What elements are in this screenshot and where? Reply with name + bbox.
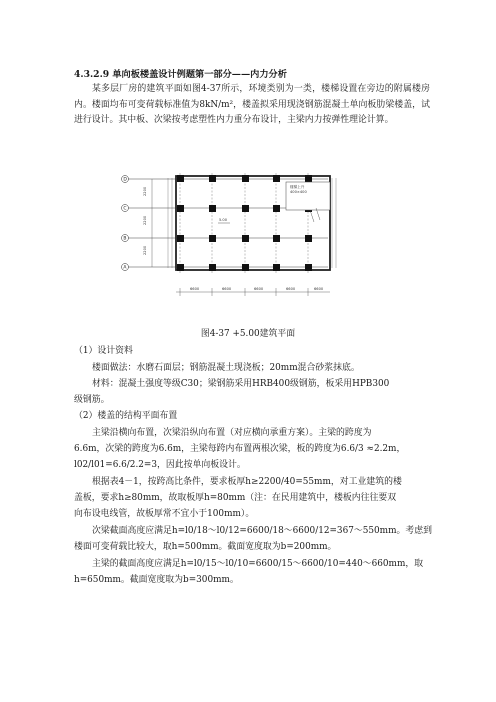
s1-line2a: 材料：混凝土强度等级C30；梁钢筋采用HRB400级钢筋，板采用HPB300 xyxy=(92,379,390,389)
intro-paragraph: 某多层厂房的建筑平面如图4-37所示，环境类别为一类，楼梯设置在旁边的附属楼房内。楼面均布可变荷载标准值为8kN/m²，楼盖拟采用现浇钢筋混凝土单向板肋梁楼盖，试进行设计。其中板、次梁按考虑塑性内力重分布设计，主梁内力按弹性理论计算。 xyxy=(74,84,430,125)
left-dim-1: 2200 xyxy=(143,186,147,196)
bottom-dim-4: 6600 xyxy=(286,287,296,291)
bottom-dim-3: 6600 xyxy=(254,287,264,291)
bottom-dim-5: 6600 xyxy=(314,287,324,291)
left-dim-3: 2200 xyxy=(143,245,147,255)
left-dim-2: 2200 xyxy=(143,215,147,225)
s2-p4a: 主梁的截面高度应满足h=l0/15～l0/10=6600/15～6600/10=440～660mm，取 xyxy=(92,559,424,569)
bottom-dim-2: 6600 xyxy=(222,287,232,291)
level-mark: 5.00 xyxy=(219,218,228,222)
axis-label-c: C xyxy=(123,206,127,212)
floor-plan-figure xyxy=(118,170,348,310)
s2-p3a: 次梁截面高度应满足h=l0/18～l0/12=6600/18～6600/12=367～550mm。考虑到 xyxy=(92,526,433,536)
s2-p2c: 向布设电线管，故板厚常不宜小于100mm）。 xyxy=(74,509,255,519)
s1-line1: 楼面做法：水磨石面层；钢筋混凝土现浇板；20mm混合砂浆抹底。 xyxy=(92,363,360,373)
axis-label-b: B xyxy=(123,236,127,242)
s2-p4b: h=650mm。截面宽度取为b=300mm。 xyxy=(74,575,239,585)
section-2-title: （2）楼盖的结构平面布置 xyxy=(74,411,178,421)
axis-label-a: A xyxy=(123,265,127,271)
s2-p1a: 主梁沿横向布置，次梁沿纵向布置（对应横向承重方案）。主梁的跨度为 xyxy=(92,428,372,438)
s1-line2b: 级钢筋。 xyxy=(74,395,110,405)
section-heading: 4.3.2.9 单向板楼盖设计例题第一部分——内力分析 xyxy=(74,69,287,80)
s2-p2b: 盖板，要求h≥80mm，故取板厚h=80mm（注：在民用建筑中，楼板内往往要双 xyxy=(74,493,397,503)
s2-p3b: 楼面可变荷载比较大，取h=500mm。截面宽度取为b=200mm。 xyxy=(74,542,337,552)
axis-label-d: D xyxy=(123,177,127,183)
s2-p1b: 6.6m，次梁的跨度为6.6m，主梁每跨内布置两根次梁，板的跨度为6.6/3 ≈2.2m， xyxy=(74,444,406,454)
opening-note-2: 400×400 xyxy=(290,190,307,194)
s2-p1c: l02/l01=6.6/2.2=3，因此按单向板设计。 xyxy=(74,460,246,470)
section-1-title: （1）设计资料 xyxy=(74,346,133,356)
s2-p2a: 根据表4－1，按跨高比条件，要求板厚h≥2200/40=55mm，对工业建筑的楼 xyxy=(92,477,402,487)
bottom-dim-1: 6600 xyxy=(190,287,200,291)
opening-note-1: 楼梯上升 xyxy=(290,185,305,189)
figure-caption: 图4-37 +5.00建筑平面 xyxy=(200,329,296,339)
